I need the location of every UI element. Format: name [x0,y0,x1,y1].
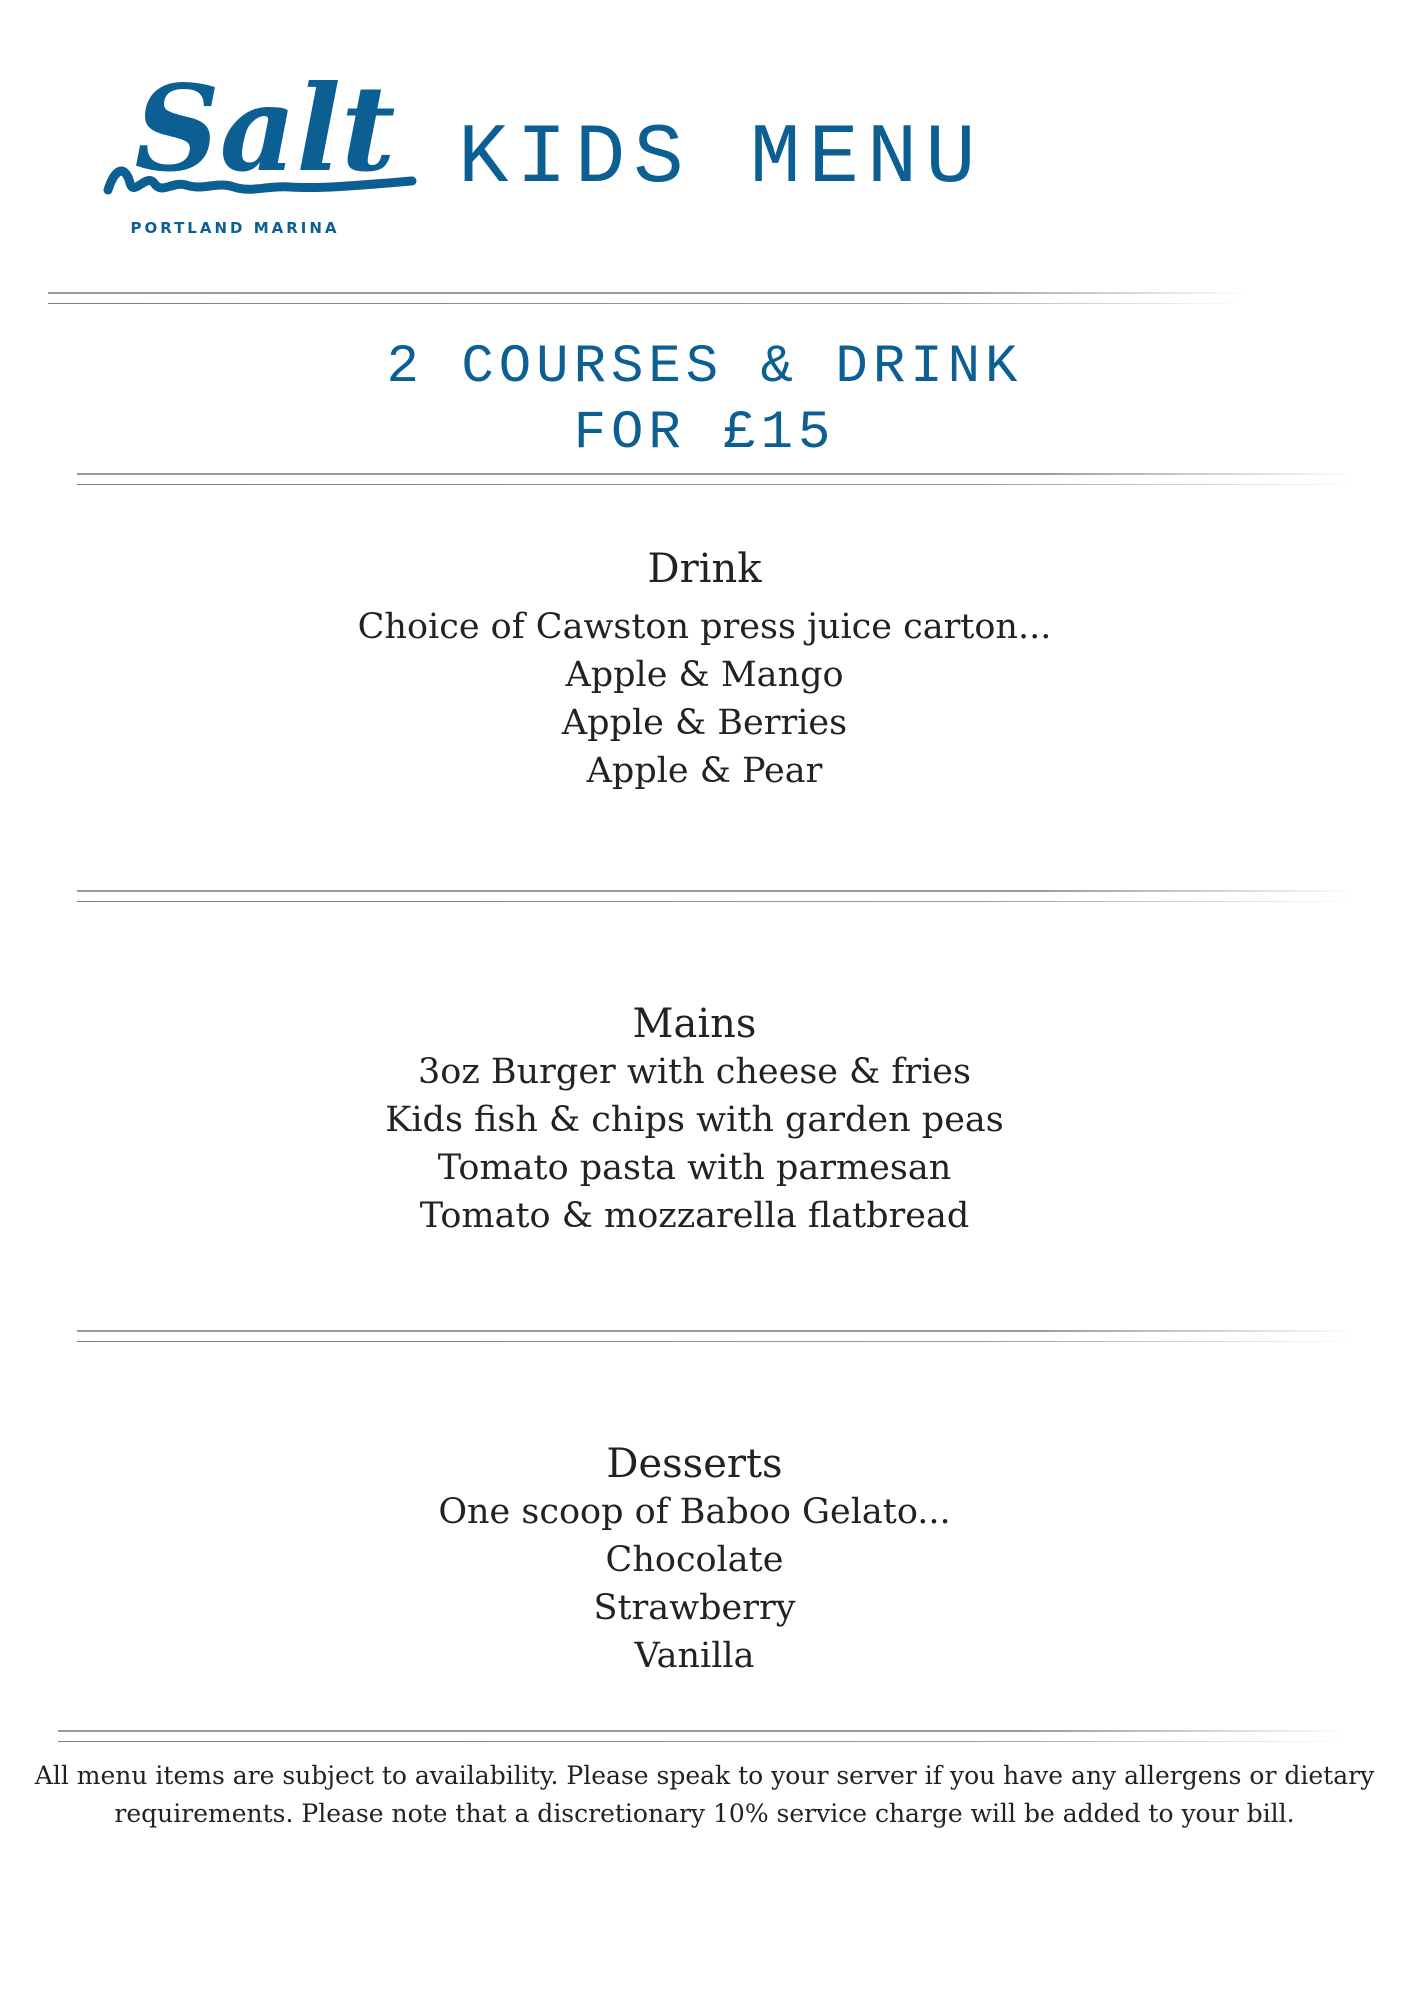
menu-item: Kids fish & chips with garden peas [385,1100,1004,1140]
menu-item: Choice of Cawston press juice carton... [357,607,1052,647]
salt-logo-graphic [100,55,420,245]
menu-item: Tomato & mozzarella flatbread [419,1196,970,1236]
logo-wordmark: Salt [134,59,396,198]
mains-section [0,1000,1399,1240]
page-title: KIDS MENU [458,112,984,207]
desserts-section [0,1440,1399,1680]
section-title-drink: Drink [647,546,762,592]
offer-line-2: FOR £15 [573,403,836,464]
footer-line-2: requirements. Please note that a discretionary 10% service charge will be added to your bill. [114,1799,1295,1828]
menu-item: One scoop of Baboo Gelato... [438,1492,951,1532]
divider [48,292,1248,307]
section-title-desserts: Desserts [606,1441,783,1487]
menu-item: Vanilla [634,1636,755,1676]
divider [77,890,1357,905]
menu-item: Apple & Berries [561,703,848,743]
offer-line-1: 2 COURSES & DRINK [386,337,1023,398]
menu-item: Strawberry [593,1588,796,1628]
menu-item: Chocolate [605,1540,784,1580]
menu-item: Tomato pasta with parmesan [437,1148,952,1188]
footer-note [0,1757,1409,1833]
footer-line-1: All menu items are subject to availability. Please speak to your server if you have any allergens or dietary [34,1761,1375,1790]
divider [77,1330,1357,1345]
divider [58,1730,1348,1745]
drink-section [0,545,1409,795]
salt-logo [100,55,420,245]
divider [77,473,1357,488]
menu-item: Apple & Mango [565,655,844,695]
menu-item: 3oz Burger with cheese & fries [418,1052,971,1092]
menu-item: Apple & Pear [586,751,823,791]
section-title-mains: Mains [632,1001,757,1047]
logo-subtext: PORTLAND MARINA [130,219,340,237]
